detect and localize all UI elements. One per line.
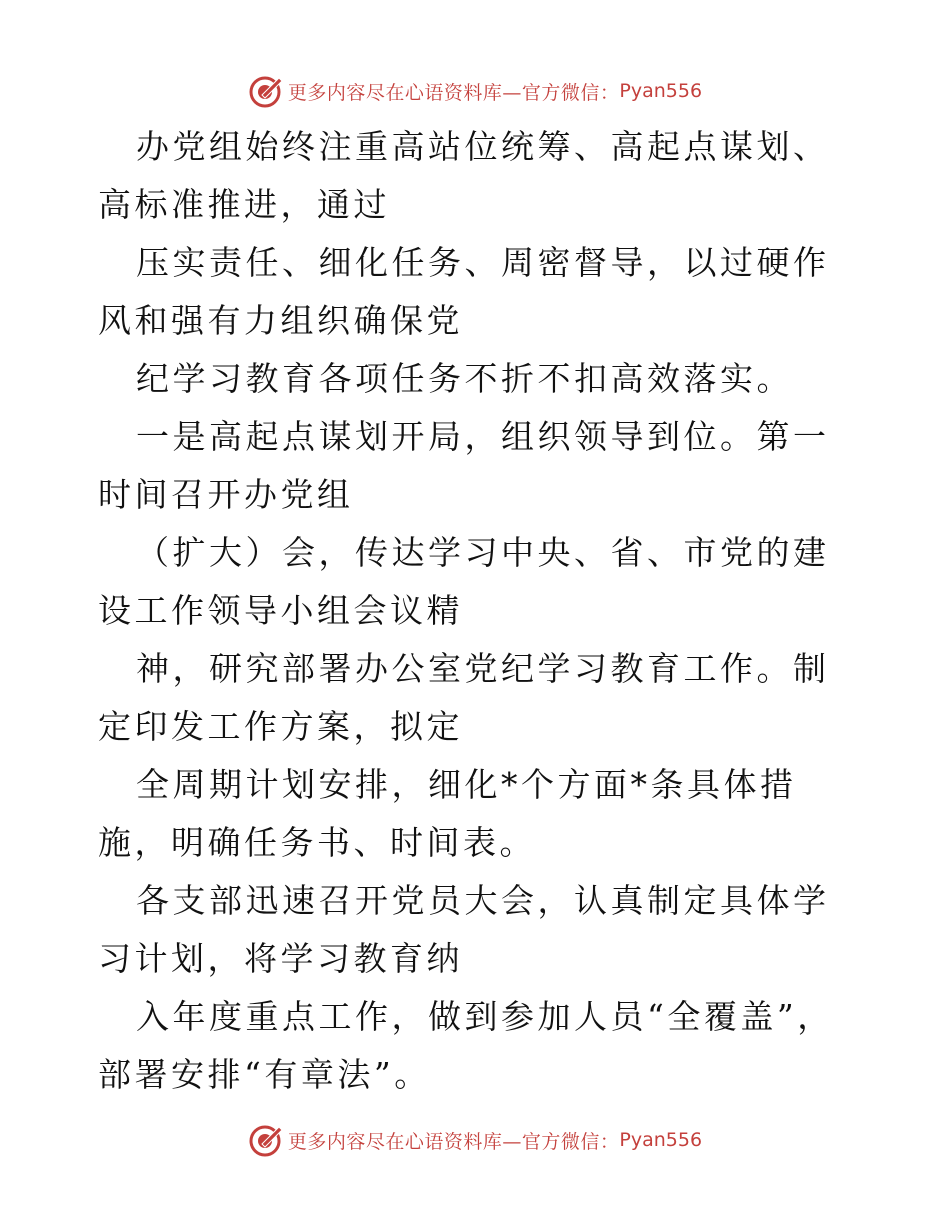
paragraph: 各支部迅速召开党员大会，认真制定具体学习计划，将学习教育纳	[98, 881, 830, 978]
paragraph: 全周期计划安排，细化*个方面*条具体措施，明确任务书、时间表。	[98, 765, 797, 862]
header-banner	[0, 71, 950, 111]
paragraph: 神，研究部署办公室党纪学习教育工作。制定印发工作方案，拟定	[98, 649, 830, 746]
footer-banner-text: 更多内容尽在心语资料库—官方微信：	[287, 1130, 620, 1153]
paragraph: （扩大）会，传达学习中央、省、市党的建设工作领导小组会议精	[98, 533, 830, 630]
paragraph: 一是高起点谋划开局，组织领导到位。第一时间召开办党组	[98, 417, 830, 514]
paragraph: 入年度重点工作，做到参加人员“全覆盖”，部署安排“有章法”。	[98, 997, 834, 1094]
footer-banner	[0, 1120, 950, 1160]
footer-banner-contact: Pyan556	[619, 1129, 703, 1151]
document-body	[98, 118, 858, 1104]
header-banner-text: 更多内容尽在心语资料库—官方微信：	[287, 81, 620, 104]
header-banner-contact: Pyan556	[619, 80, 703, 102]
paragraph: 办党组始终注重高站位统筹、高起点谋划、高标准推进，通过	[98, 127, 830, 224]
pen-logo-icon	[248, 1122, 284, 1158]
paragraph: 压实责任、细化任务、周密督导，以过硬作风和强有力组织确保党	[98, 243, 830, 340]
pen-logo-icon	[248, 73, 284, 109]
paragraph: 纪学习教育各项任务不折不扣高效落实。	[136, 359, 793, 398]
